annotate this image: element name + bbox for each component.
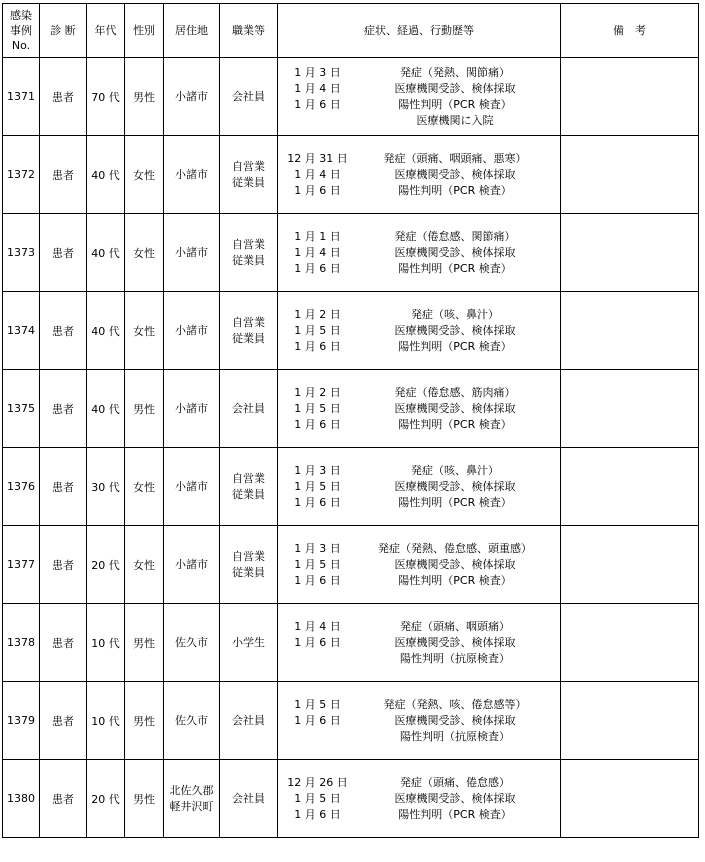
occupation-cell — [220, 292, 278, 370]
history-entry — [278, 463, 560, 479]
history-event: 発症（発熱、咳、倦怠感等） — [383, 697, 527, 711]
table-row — [3, 370, 699, 448]
diagnosis-cell: 患者 — [40, 136, 87, 214]
diagnosis-cell: 患者 — [40, 370, 87, 448]
residence-cell-line: 佐久市 — [175, 713, 208, 727]
history-event: 発症（咳、鼻汁） — [411, 307, 499, 321]
history-event: 医療機関受診、検体採取 — [394, 557, 516, 571]
history-cell — [278, 292, 561, 370]
history-entry — [278, 65, 560, 81]
history-entry — [278, 495, 560, 511]
history-entry — [278, 651, 560, 667]
remarks-cell — [561, 682, 699, 760]
table-row — [3, 526, 699, 604]
occupation-cell-line: 自営業 — [232, 159, 265, 173]
remarks-cell — [561, 526, 699, 604]
sex-cell: 男性 — [125, 58, 164, 136]
sex-cell: 男性 — [125, 604, 164, 682]
occupation-cell — [220, 604, 278, 682]
sex-cell: 女性 — [125, 214, 164, 292]
occupation-cell-line: 従業員 — [232, 253, 265, 267]
occupation-cell — [220, 760, 278, 838]
header-remarks: 備 考 — [561, 4, 699, 58]
diagnosis-cell: 患者 — [40, 604, 87, 682]
residence-cell-line: 小諸市 — [175, 323, 208, 337]
case-no-cell: 1378 — [3, 604, 40, 682]
occupation-cell-line: 従業員 — [232, 565, 265, 579]
history-event: 発症（頭痛、咽頭痛、悪寒） — [383, 151, 527, 165]
age-cell: 40 代 — [87, 136, 125, 214]
history-event: 医療機関受診、検体採取 — [394, 401, 516, 415]
history-entry — [278, 245, 560, 261]
history-date: 1 月 3 日 — [294, 65, 341, 79]
residence-cell — [164, 448, 220, 526]
age-cell: 10 代 — [87, 604, 125, 682]
residence-cell-line: 佐久市 — [175, 635, 208, 649]
history-entry — [278, 323, 560, 339]
history-event: 陽性判明（PCR 検査） — [398, 261, 512, 275]
history-date: 1 月 6 日 — [294, 495, 341, 509]
sex-cell: 女性 — [125, 136, 164, 214]
history-entry — [278, 417, 560, 433]
case-no-cell: 1379 — [3, 682, 40, 760]
age-cell: 40 代 — [87, 370, 125, 448]
diagnosis-cell: 患者 — [40, 682, 87, 760]
occupation-cell-line: 自営業 — [232, 549, 265, 563]
occupation-cell-line: 小学生 — [232, 635, 265, 649]
occupation-cell-line: 自営業 — [232, 237, 265, 251]
history-date: 1 月 4 日 — [294, 619, 341, 633]
history-date: 1 月 5 日 — [294, 323, 341, 337]
history-entry — [278, 729, 560, 745]
history-entry — [278, 775, 560, 791]
history-date: 1 月 3 日 — [294, 541, 341, 555]
history-cell — [278, 136, 561, 214]
residence-cell-line: 小諸市 — [175, 401, 208, 415]
header-age: 年代 — [87, 4, 125, 58]
history-entry — [278, 697, 560, 713]
history-event: 医療機関受診、検体採取 — [394, 81, 516, 95]
case-no-cell: 1371 — [3, 58, 40, 136]
history-entry — [278, 151, 560, 167]
table-row — [3, 58, 699, 136]
remarks-cell — [561, 58, 699, 136]
residence-cell-line: 小諸市 — [175, 245, 208, 259]
history-event: 陽性判明（PCR 検査） — [398, 807, 512, 821]
occupation-cell-line: 従業員 — [232, 175, 265, 189]
history-date: 1 月 5 日 — [294, 697, 341, 711]
history-event: 陽性判明（PCR 検査） — [398, 97, 512, 111]
history-entry — [278, 385, 560, 401]
age-cell: 20 代 — [87, 526, 125, 604]
history-date: 1 月 2 日 — [294, 307, 341, 321]
diagnosis-cell: 患者 — [40, 58, 87, 136]
history-cell — [278, 526, 561, 604]
history-date: 1 月 1 日 — [294, 229, 341, 243]
history-date: 1 月 4 日 — [294, 245, 341, 259]
occupation-cell — [220, 214, 278, 292]
residence-cell — [164, 136, 220, 214]
history-entry — [278, 81, 560, 97]
history-event: 医療機関受診、検体採取 — [394, 323, 516, 337]
case-no-cell: 1373 — [3, 214, 40, 292]
history-event: 発症（発熱、関節痛） — [400, 65, 510, 79]
header-occupation: 職業等 — [220, 4, 278, 58]
history-entry — [278, 713, 560, 729]
history-date: 1 月 5 日 — [294, 479, 341, 493]
age-cell: 10 代 — [87, 682, 125, 760]
occupation-cell-line: 自営業 — [232, 471, 265, 485]
header-history: 症状、経過、行動歴等 — [278, 4, 561, 58]
history-date: 1 月 6 日 — [294, 97, 341, 111]
age-cell: 40 代 — [87, 214, 125, 292]
history-cell — [278, 760, 561, 838]
history-event: 発症（倦怠感、関節痛） — [394, 229, 516, 243]
history-date: 1 月 2 日 — [294, 385, 341, 399]
residence-cell — [164, 58, 220, 136]
history-date: 1 月 6 日 — [294, 261, 341, 275]
residence-cell — [164, 604, 220, 682]
occupation-cell — [220, 526, 278, 604]
history-entry — [278, 307, 560, 323]
history-entry — [278, 573, 560, 589]
history-event: 陽性判明（PCR 検査） — [398, 417, 512, 431]
history-date: 1 月 3 日 — [294, 463, 341, 477]
history-date: 1 月 5 日 — [294, 401, 341, 415]
diagnosis-cell: 患者 — [40, 448, 87, 526]
occupation-cell — [220, 370, 278, 448]
table-body — [3, 58, 699, 838]
residence-cell — [164, 526, 220, 604]
residence-cell-line: 北佐久郡 — [169, 783, 214, 797]
history-entry — [278, 229, 560, 245]
age-cell: 40 代 — [87, 292, 125, 370]
residence-cell — [164, 370, 220, 448]
history-entry — [278, 791, 560, 807]
table-row — [3, 214, 699, 292]
occupation-cell-line: 自営業 — [232, 315, 265, 329]
history-event: 医療機関受診、検体採取 — [394, 791, 516, 805]
history-entry — [278, 807, 560, 823]
history-entry — [278, 97, 560, 113]
remarks-cell — [561, 214, 699, 292]
header-sex: 性別 — [125, 4, 164, 58]
history-date: 1 月 6 日 — [294, 807, 341, 821]
history-date — [278, 113, 350, 129]
history-date: 12 月 31 日 — [287, 151, 348, 165]
header-residence: 居住地 — [164, 4, 220, 58]
history-event: 医療機関受診、検体採取 — [394, 635, 516, 649]
case-no-cell: 1375 — [3, 370, 40, 448]
history-date: 1 月 4 日 — [294, 81, 341, 95]
occupation-cell-line: 会社員 — [232, 713, 265, 727]
history-entry — [278, 619, 560, 635]
age-cell: 20 代 — [87, 760, 125, 838]
sex-cell: 男性 — [125, 760, 164, 838]
history-event: 医療機関に入院 — [416, 113, 494, 127]
history-entry — [278, 479, 560, 495]
history-event: 医療機関受診、検体採取 — [394, 245, 516, 259]
occupation-cell — [220, 448, 278, 526]
residence-cell — [164, 214, 220, 292]
history-event: 医療機関受診、検体採取 — [394, 713, 516, 727]
history-cell — [278, 58, 561, 136]
history-cell — [278, 370, 561, 448]
residence-cell — [164, 682, 220, 760]
residence-cell — [164, 292, 220, 370]
history-entry — [278, 557, 560, 573]
history-entry — [278, 113, 560, 129]
diagnosis-cell: 患者 — [40, 760, 87, 838]
case-no-cell: 1377 — [3, 526, 40, 604]
history-cell — [278, 682, 561, 760]
diagnosis-cell: 患者 — [40, 214, 87, 292]
history-entry — [278, 261, 560, 277]
cases-table — [2, 3, 699, 838]
history-date — [278, 651, 350, 667]
sex-cell: 男性 — [125, 370, 164, 448]
case-no-cell: 1376 — [3, 448, 40, 526]
history-event: 陽性判明（抗原検査） — [400, 651, 510, 665]
residence-cell-line: 小諸市 — [175, 557, 208, 571]
history-event: 発症（頭痛、咽頭痛） — [400, 619, 510, 633]
remarks-cell — [561, 292, 699, 370]
case-no-cell: 1372 — [3, 136, 40, 214]
history-event: 発症（頭痛、倦怠感） — [400, 775, 510, 789]
age-cell: 70 代 — [87, 58, 125, 136]
history-date: 12 月 26 日 — [287, 775, 348, 789]
table-header — [3, 4, 699, 58]
occupation-cell-line: 従業員 — [232, 331, 265, 345]
header-case-no-line-2: 事例 — [10, 24, 32, 37]
history-entry — [278, 401, 560, 417]
history-cell — [278, 214, 561, 292]
history-event: 陽性判明（PCR 検査） — [398, 339, 512, 353]
table-row — [3, 136, 699, 214]
remarks-cell — [561, 604, 699, 682]
residence-cell-line: 小諸市 — [175, 167, 208, 181]
history-date: 1 月 6 日 — [294, 573, 341, 587]
header-case-no — [3, 4, 40, 58]
history-date: 1 月 4 日 — [294, 167, 341, 181]
history-entry — [278, 541, 560, 557]
history-entry — [278, 339, 560, 355]
history-date: 1 月 5 日 — [294, 791, 341, 805]
history-event: 発症（倦怠感、筋肉痛） — [394, 385, 516, 399]
history-event: 発症（咳、鼻汁） — [411, 463, 499, 477]
history-event: 医療機関受診、検体採取 — [394, 479, 516, 493]
history-event: 陽性判明（PCR 検査） — [398, 495, 512, 509]
table-row — [3, 760, 699, 838]
history-entry — [278, 167, 560, 183]
residence-cell-line: 軽井沢町 — [169, 799, 214, 813]
history-date: 1 月 6 日 — [294, 417, 341, 431]
header-case-no-line-3: No. — [11, 39, 31, 52]
diagnosis-cell: 患者 — [40, 292, 87, 370]
header-row — [3, 4, 699, 58]
history-entry — [278, 183, 560, 199]
history-event: 陽性判明（抗原検査） — [400, 729, 510, 743]
history-date: 1 月 5 日 — [294, 557, 341, 571]
case-no-cell: 1380 — [3, 760, 40, 838]
sex-cell: 女性 — [125, 526, 164, 604]
history-date: 1 月 6 日 — [294, 183, 341, 197]
case-no-cell: 1374 — [3, 292, 40, 370]
table-row — [3, 682, 699, 760]
residence-cell-line: 小諸市 — [175, 89, 208, 103]
history-event: 陽性判明（PCR 検査） — [398, 573, 512, 587]
header-case-no-line-1: 感染 — [10, 9, 32, 22]
residence-cell-line: 小諸市 — [175, 479, 208, 493]
history-cell — [278, 448, 561, 526]
history-date: 1 月 6 日 — [294, 713, 341, 727]
sex-cell: 女性 — [125, 292, 164, 370]
occupation-cell — [220, 682, 278, 760]
occupation-cell-line: 従業員 — [232, 487, 265, 501]
sex-cell: 女性 — [125, 448, 164, 526]
remarks-cell — [561, 760, 699, 838]
remarks-cell — [561, 370, 699, 448]
remarks-cell — [561, 448, 699, 526]
header-diagnosis: 診 断 — [40, 4, 87, 58]
occupation-cell-line: 会社員 — [232, 401, 265, 415]
residence-cell — [164, 760, 220, 838]
history-date: 1 月 6 日 — [294, 635, 341, 649]
age-cell: 30 代 — [87, 448, 125, 526]
remarks-cell — [561, 136, 699, 214]
history-event: 医療機関受診、検体採取 — [394, 167, 516, 181]
occupation-cell — [220, 136, 278, 214]
table-row — [3, 604, 699, 682]
history-date — [278, 729, 350, 745]
diagnosis-cell: 患者 — [40, 526, 87, 604]
occupation-cell-line: 会社員 — [232, 89, 265, 103]
table-row — [3, 292, 699, 370]
history-event: 発症（発熱、倦怠感、頭重感） — [378, 541, 532, 555]
history-event: 陽性判明（PCR 検査） — [398, 183, 512, 197]
table-row — [3, 448, 699, 526]
history-entry — [278, 635, 560, 651]
occupation-cell — [220, 58, 278, 136]
history-cell — [278, 604, 561, 682]
history-date: 1 月 6 日 — [294, 339, 341, 353]
occupation-cell-line: 会社員 — [232, 791, 265, 805]
sex-cell: 男性 — [125, 682, 164, 760]
